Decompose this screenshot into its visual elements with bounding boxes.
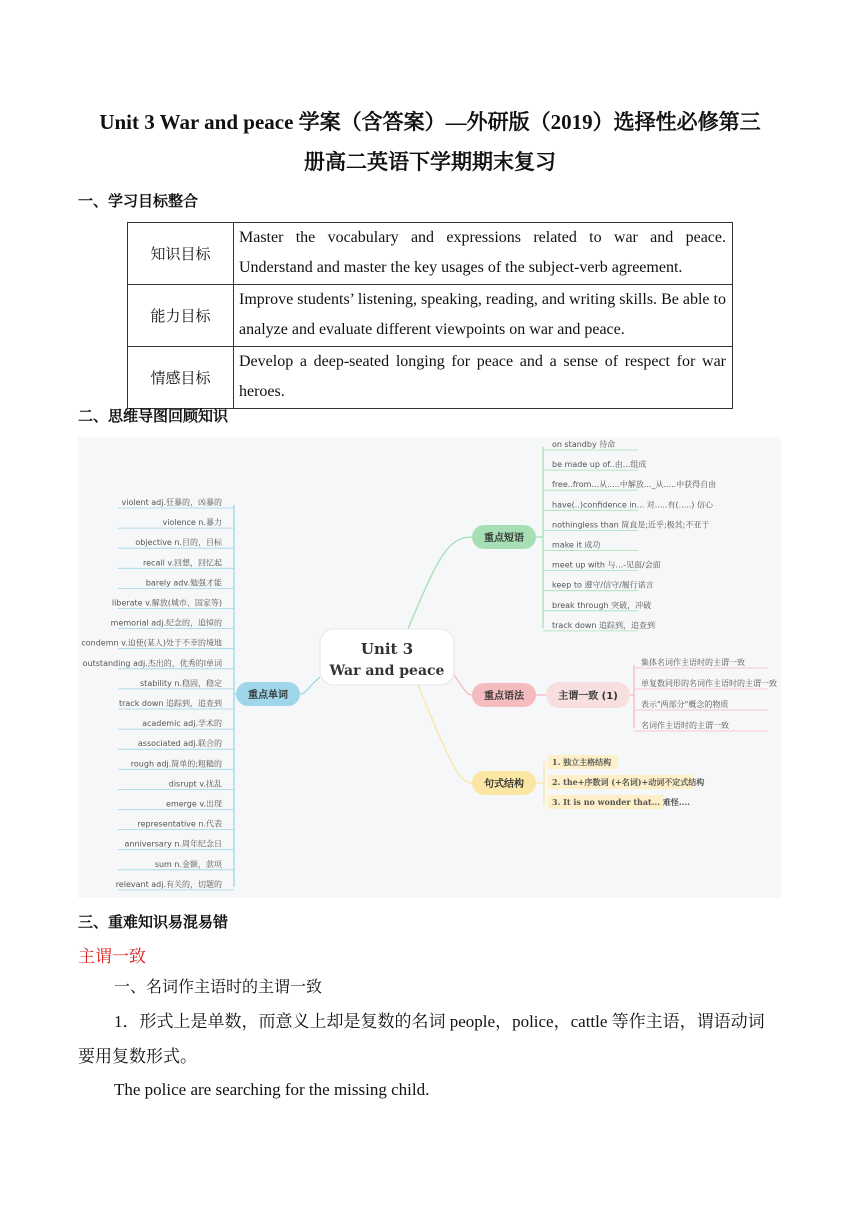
- grammar-item: 集体名词作主语时的主谓一致: [641, 658, 745, 667]
- vocab-item: representative n.代表: [137, 819, 222, 829]
- connector-phrase: [408, 537, 472, 629]
- table-row: [128, 347, 733, 409]
- vocab-item: anniversary n.周年纪念日: [124, 839, 222, 849]
- section3-heading: 三、重难知识易混易错: [78, 913, 229, 931]
- phrase-item: make it 成功: [552, 540, 601, 550]
- table-row: [128, 285, 733, 347]
- paragraph-3: The police are searching for the missing child.: [114, 1080, 430, 1099]
- phrase-item: break through 突破，冲破: [552, 600, 652, 610]
- phrase-item: meet up with 与...-见面/会面: [552, 560, 661, 570]
- goal-key: 情感目标: [128, 347, 234, 409]
- vocab-item: sum n.金额，款项: [154, 859, 222, 869]
- grammar-item: 单复数同形的名词作主语时的主谓一致: [641, 679, 777, 688]
- vocab-item: violent adj.狂暴的，凶暴的: [121, 498, 222, 507]
- goal-value: Improve students’ listening, speaking, reading, and writing skills. Be able to analyze and evaluate different viewpoints on war and peace.: [234, 285, 733, 347]
- branch-vocab-label: 重点单词: [248, 690, 288, 701]
- title-line-1: Unit 3 War and peace 学案（含答案）—外研版（2019）选择性必修第三: [99, 110, 761, 134]
- section1-heading: 一、学习目标整合: [78, 192, 199, 210]
- phrase-item: free..from...从.....中解放..._从.....中获得自由: [552, 480, 717, 490]
- paragraph-2b: 要用复数形式。: [78, 1047, 197, 1066]
- vocab-item: stability n.稳固，稳定: [140, 678, 222, 688]
- connector-vocab: [300, 677, 320, 694]
- sentence-item: 1. 独立主格结构: [552, 757, 612, 767]
- vocab-item: condemn v.迫使(某人)处于不幸的境地: [81, 638, 222, 648]
- mind-map-svg: [78, 437, 781, 898]
- phrase-item: on standby 待命: [552, 440, 616, 449]
- goal-key: 知识目标: [128, 223, 234, 285]
- goals-table: [127, 222, 733, 409]
- vocab-item: track down 追踪到，追查到: [118, 699, 222, 708]
- vocab-item: emerge v.出现: [166, 799, 222, 809]
- vocab-item: liberate v.解放(城市、国家等): [111, 598, 222, 608]
- vocab-item: disrupt v.扰乱: [168, 779, 222, 789]
- connector-grammar: [454, 675, 472, 695]
- vocab-item: violence n.暴力: [162, 518, 222, 528]
- vocab-item: objective n.目的，目标: [135, 538, 222, 548]
- sentence-item: 3. It is no wonder that... 难怪....: [552, 797, 691, 807]
- branch-phrase-label: 重点短语: [484, 533, 524, 544]
- phrase-item: nothingless than 简直是;近乎;极其;不亚于: [552, 520, 710, 530]
- subheading: 主谓一致: [78, 947, 146, 967]
- vocab-item: recall v.回想，回忆起: [143, 558, 222, 568]
- vocab-item: relevant adj.有关的，切题的: [115, 879, 222, 889]
- vocab-item: memorial adj.纪念的，追悼的: [110, 618, 222, 628]
- connector-sentence: [418, 685, 472, 783]
- phrase-item: keep to 遵守/信守/履行诺言: [552, 580, 654, 590]
- grammar-sub-label: 主谓一致 (1): [558, 691, 618, 702]
- grammar-item: 名词作主语时的主谓一致: [641, 721, 729, 730]
- vocab-item: associated adj.联合的: [137, 739, 222, 749]
- paragraph-1: 一、名词作主语时的主谓一致: [114, 977, 323, 996]
- title-line-2: 册高二英语下学期期末复习: [304, 150, 556, 174]
- paragraph-2a: 1．形式上是单数，而意义上却是复数的名词 people，police，cattle 等作主语，谓语动词: [114, 1012, 765, 1031]
- vocab-item: rough adj.简单的;粗糙的: [130, 759, 222, 769]
- grammar-item: 表示"两部分"概念的物质: [641, 700, 729, 709]
- center-line-2: War and peace: [329, 663, 445, 679]
- vocab-item: outstanding adj.杰出的，优秀的l单词: [82, 658, 222, 668]
- goal-value: Develop a deep-seated longing for peace and a sense of respect for war heroes.: [234, 347, 733, 409]
- vocab-item: academic adj.学术的: [142, 719, 222, 729]
- section2-heading: 二、思维导图回顾知识: [78, 407, 229, 425]
- branch-sentence-label: 句式结构: [484, 779, 524, 790]
- phrase-item: be made up of..由...组成: [552, 460, 647, 470]
- phrase-item: track down 追踪到，追查到: [552, 620, 656, 630]
- phrase-item: have(..)confidence in... 对.....有(.....) 信心: [552, 500, 713, 510]
- vocab-item: barely adv.勉强才能: [145, 578, 222, 588]
- table-row: [128, 223, 733, 285]
- branch-grammar-label: 重点语法: [484, 691, 524, 702]
- sentence-item: 2. the+序数词 (+名词)+动词不定式结构: [552, 777, 705, 787]
- mind-map: [78, 437, 781, 898]
- goal-key: 能力目标: [128, 285, 234, 347]
- center-line-1: Unit 3: [360, 640, 414, 658]
- goal-value: Master the vocabulary and expressions related to war and peace. Understand and master the key usages of the subject-verb agreement.: [234, 223, 733, 285]
